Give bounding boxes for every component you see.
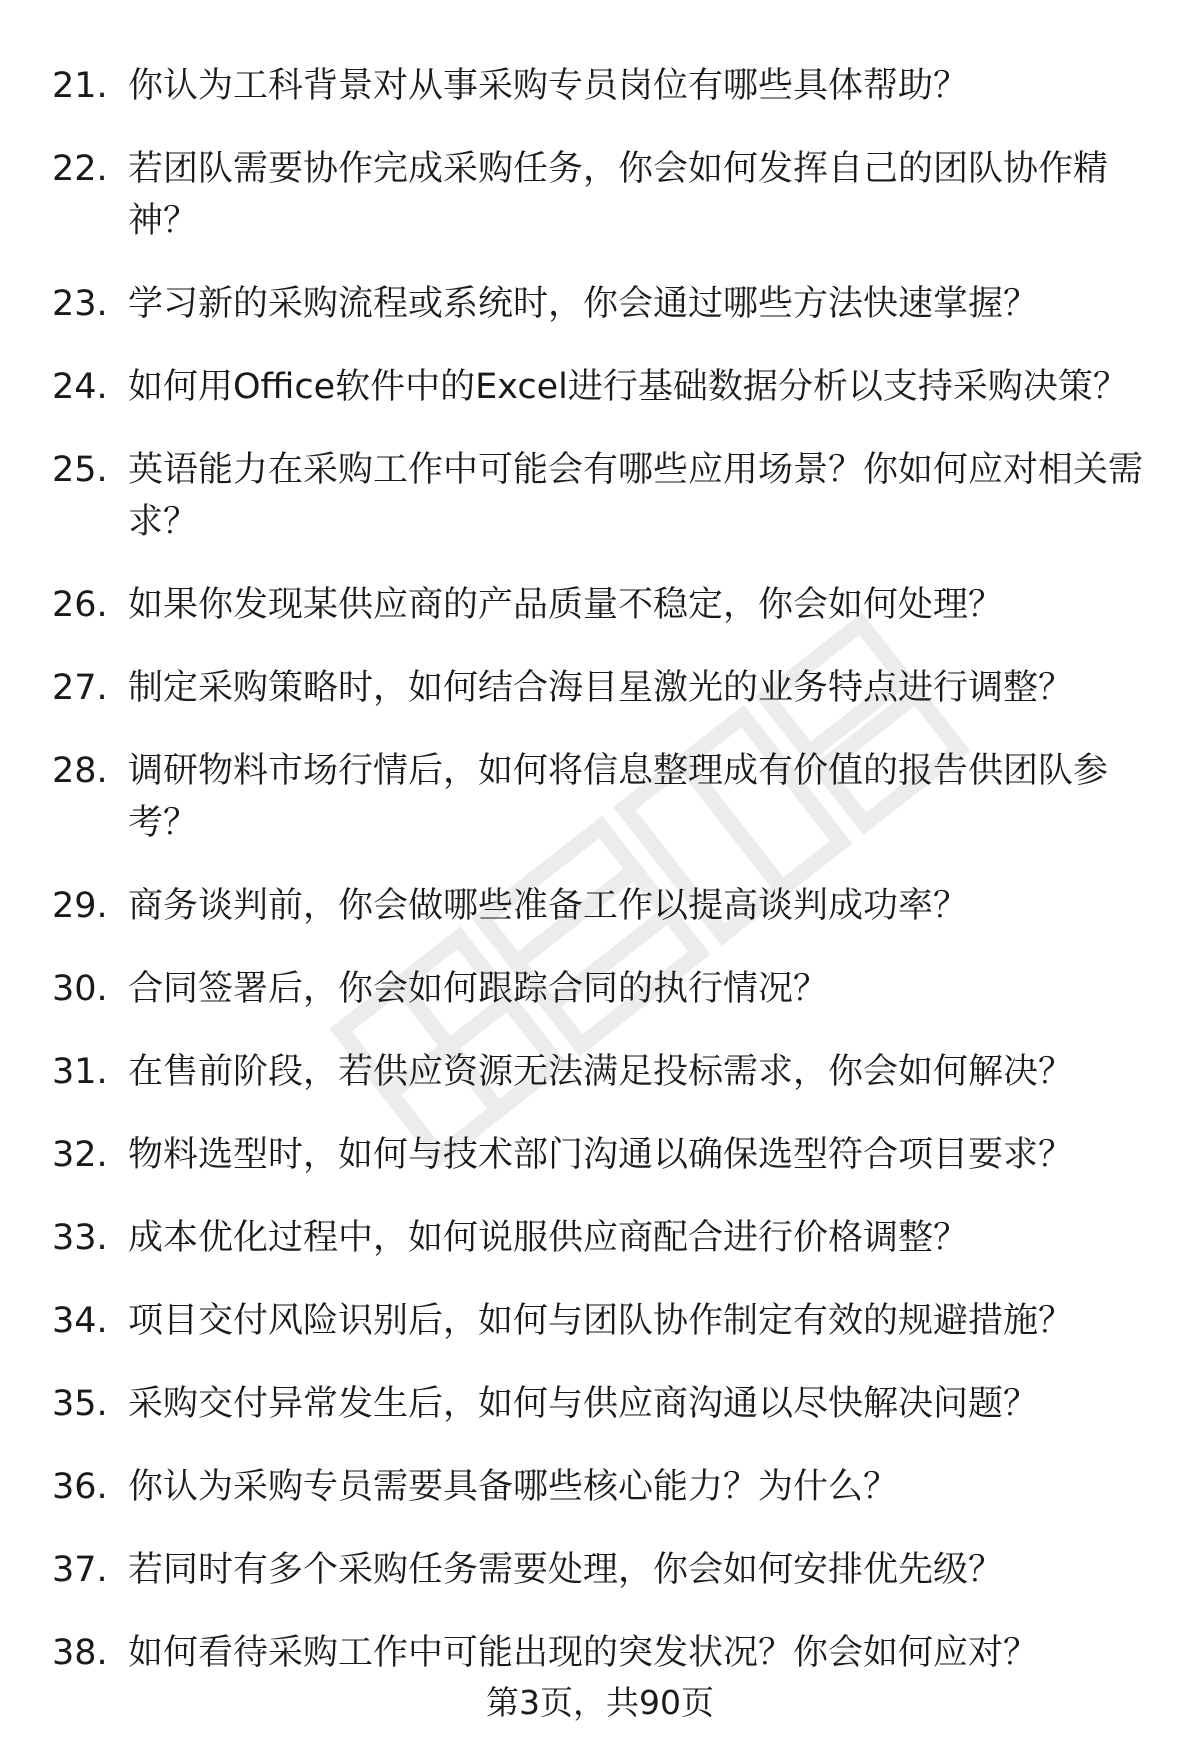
question-text: 你认为采购专员需要具备哪些核心能力？为什么？: [128, 1467, 899, 1507]
question-text: 在售前阶段，若供应资源无法满足投标需求，你会如何解决？: [128, 1052, 1074, 1092]
question-item-28: [52, 745, 1152, 849]
question-text: 如何看待采购工作中可能出现的突发状况？你会如何应对？: [128, 1633, 1039, 1673]
question-item-22: [52, 143, 1152, 247]
question-text: 如果你发现某供应商的产品质量不稳定，你会如何处理？: [128, 585, 1004, 625]
question-text: 若团队需要协作完成采购任务，你会如何发挥自己的团队协作精神？: [128, 149, 1109, 241]
page-footer: [0, 1680, 1200, 1726]
question-item-21: [52, 60, 1152, 112]
question-item-24: [52, 361, 1152, 413]
question-number: 31.: [52, 1052, 108, 1092]
question-number: 37.: [52, 1550, 108, 1590]
question-item-27: [52, 662, 1152, 714]
question-item-34: [52, 1295, 1152, 1347]
question-text: 学习新的采购流程或系统时，你会通过哪些方法快速掌握？: [128, 284, 1039, 324]
question-item-30: [52, 963, 1152, 1015]
question-text: 采购交付异常发生后，如何与供应商沟通以尽快解决问题？: [128, 1384, 1039, 1424]
question-text: 商务谈判前，你会做哪些准备工作以提高谈判成功率？: [128, 886, 969, 926]
question-item-35: [52, 1378, 1152, 1430]
question-number: 24.: [52, 367, 108, 407]
question-item-38: [52, 1627, 1152, 1679]
question-number: 26.: [52, 585, 108, 625]
question-number: 30.: [52, 969, 108, 1009]
question-number: 38.: [52, 1633, 108, 1673]
question-text: 若同时有多个采购任务需要处理，你会如何安排优先级？: [128, 1550, 1004, 1590]
question-text: 你认为工科背景对从事采购专员岗位有哪些具体帮助？: [128, 66, 969, 106]
question-text: 合同签署后，你会如何跟踪合同的执行情况？: [128, 969, 829, 1009]
question-text: 制定采购策略时，如何结合海目星激光的业务特点进行调整？: [128, 668, 1074, 708]
question-item-36: [52, 1461, 1152, 1513]
question-number: 28.: [52, 751, 108, 791]
page-number-label: 第3页，共90页: [486, 1683, 714, 1722]
question-text: 物料选型时，如何与技术部门沟通以确保选型符合项目要求？: [128, 1135, 1074, 1175]
question-number: 23.: [52, 284, 108, 324]
question-number: 27.: [52, 668, 108, 708]
question-item-26: [52, 579, 1152, 631]
question-number: 22.: [52, 149, 108, 189]
question-number: 29.: [52, 886, 108, 926]
question-number: 21.: [52, 66, 108, 106]
question-number: 33.: [52, 1218, 108, 1258]
question-number: 34.: [52, 1301, 108, 1341]
question-item-33: [52, 1212, 1152, 1264]
question-number: 35.: [52, 1384, 108, 1424]
question-item-31: [52, 1046, 1152, 1098]
question-text: 项目交付风险识别后，如何与团队协作制定有效的规避措施？: [128, 1301, 1074, 1341]
question-item-29: [52, 880, 1152, 932]
question-item-25: [52, 444, 1152, 548]
question-text: 调研物料市场行情后，如何将信息整理成有价值的报告供团队参考？: [128, 751, 1109, 843]
question-item-37: [52, 1544, 1152, 1596]
question-text: 英语能力在采购工作中可能会有哪些应用场景？你如何应对相关需求？: [128, 450, 1144, 542]
question-number: 25.: [52, 450, 108, 490]
question-text: 成本优化过程中，如何说服供应商配合进行价格调整？: [128, 1218, 969, 1258]
question-item-23: [52, 278, 1152, 330]
question-number: 32.: [52, 1135, 108, 1175]
question-item-32: [52, 1129, 1152, 1181]
question-number: 36.: [52, 1467, 108, 1507]
question-list: [52, 60, 1152, 1710]
question-text: 如何用Office软件中的Excel进行基础数据分析以支持采购决策？: [128, 367, 1128, 407]
